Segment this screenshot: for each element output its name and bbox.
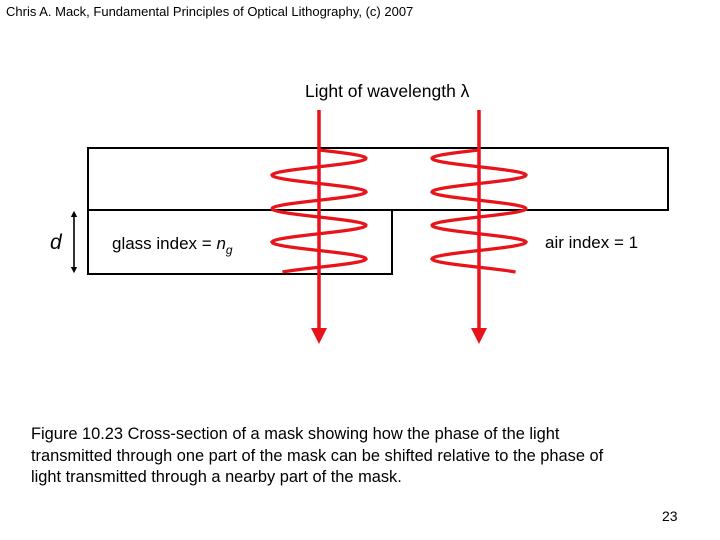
glass-index-text: glass index = xyxy=(112,234,217,253)
air-index-label: air index = 1 xyxy=(545,233,639,252)
thickness-label: d xyxy=(50,231,62,254)
light-arrowhead-air xyxy=(471,328,487,344)
mask-top-plate xyxy=(88,148,668,210)
light-wavelength-label: Light of wavelength λ xyxy=(305,81,470,101)
copyright-header: Chris A. Mack, Fundamental Principles of Optical Lithography, (c) 2007 xyxy=(6,4,414,19)
glass-index-symbol: n xyxy=(216,234,226,253)
caption-line-3: light transmitted through a nearby part of the mask. xyxy=(31,468,402,486)
page-number: 23 xyxy=(662,508,678,524)
figure-caption xyxy=(31,424,671,489)
light-beam-glass xyxy=(272,110,366,344)
light-beam-air xyxy=(432,110,526,344)
light-arrowhead-glass xyxy=(311,328,327,344)
glass-index-subscript: g xyxy=(225,243,233,257)
glass-index-label xyxy=(112,234,233,257)
caption-line-1: Figure 10.23 Cross-section of a mask showing how the phase of the light xyxy=(31,425,560,443)
caption-line-2: transmitted through one part of the mask can be shifted relative to the phase of xyxy=(31,446,604,465)
